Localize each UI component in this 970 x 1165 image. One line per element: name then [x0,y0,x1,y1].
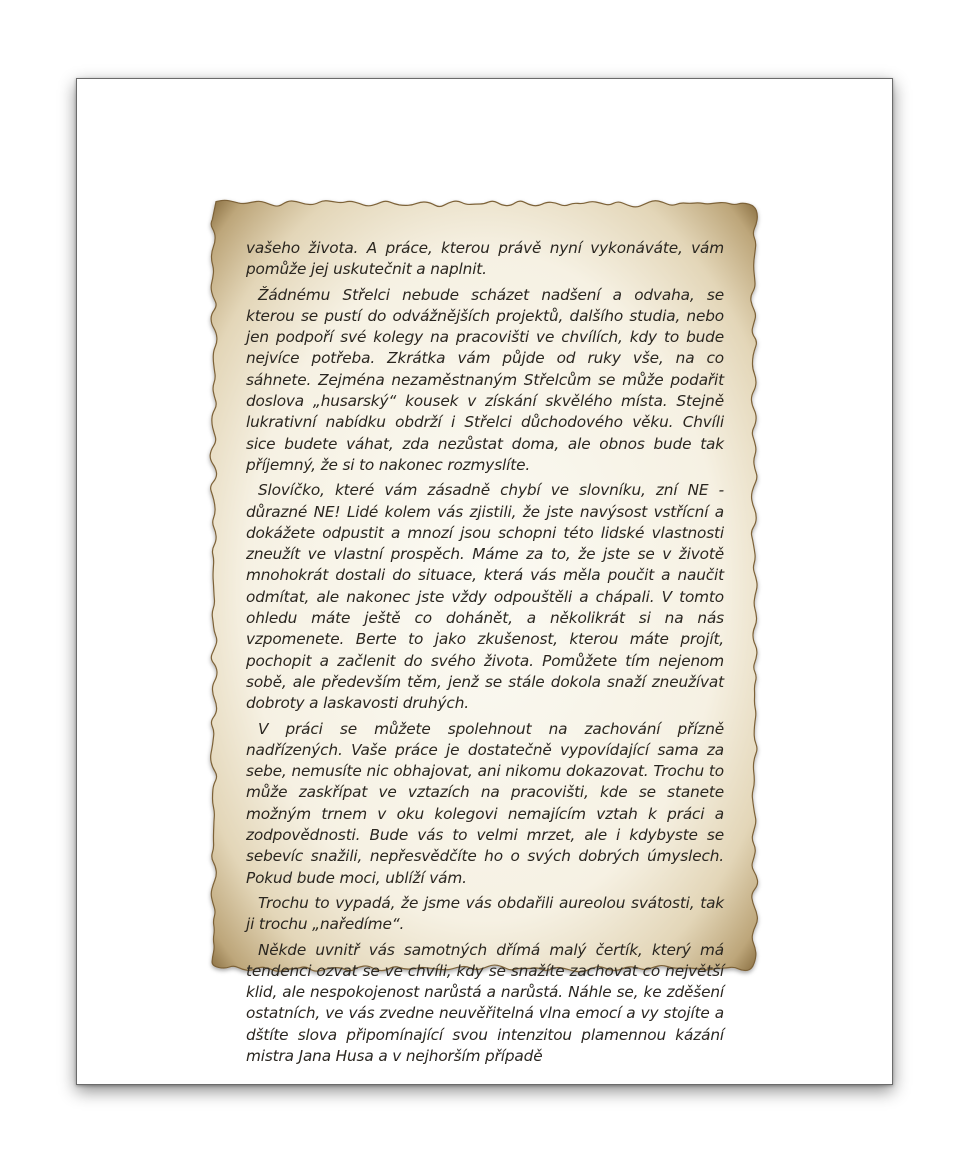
parchment-page [210,200,758,1065]
paragraph: V práci se můžete spolehnout na zachování přízně nadřízených. Vaše práce je dostatečně vypovídající sama za sebe, nemusíte nic obhajovat, ani nikomu dokazovat. Trochu to může zaskřípat ve vztazích na pracovišti, kde se stanete možným trnem v oku kolegovi nemajícím vztah k práci a zodpovědnosti. Bude vás to velmi mrzet, ale i kdybyste se sebevíc snažili, nepřesvědčíte ho o svých dobrých úmyslech. Pokud bude moci, ublíží vám. [246,719,724,887]
paragraph: Někde uvnitř vás samotných dřímá malý čertík, který má tendenci ozvat se ve chvíli, kdy se snažíte zachovat co největší klid, ale nespokojenost narůstá a narůstá. Náhle se, ke zděšení ostatních, ve vás zvedne neuvěřitelná vlna emocí a vy stojíte a dštíte slova připomínající svou intenzitou plamennou kázání mistra Jana Husa a v nejhorším případě [246,940,724,1065]
paragraph: vašeho života. A práce, kterou právě nyní vykonáváte, vám pomůže jej uskutečnit a naplnit. [246,239,724,279]
body-text [246,238,724,1065]
paragraph: Slovíčko, které vám zásadně chybí ve slovníku, zní NE - důrazné NE! Lidé kolem vás zjistili, že jste navýsost vstřícní a dokážete odpustit a mnozí jsou schopni této lidské vlastnosti zneužít ve vlastní prospěch. Máme za to, že jste se v životě mnohokrát dostali do situace, která vás měla poučit a naučit odmítat, ale nakonec jste vždy odpouštěli a chápali. V tomto ohledu máte ještě co dohánět, a několikrát si na nás vzpomenete. Berte to jako zkušenost, kterou máte projít, pochopit a začlenit do svého života. Pomůžete tím nejenom sobě, ale především těm, jenž se stále dokola snaží zneužívat dobroty a laskavosti druhých. [246,481,724,713]
paragraph: Žádnému Střelci nebude scházet nadšení a odvaha, se kterou se pustí do odvážnějších projektů, dalšího studia, nebo jen podpoří své kolegy na pracovišti ve chvílích, kdy to bude nejvíce potřeba. Zkrátka vám půjde od ruky vše, na co sáhnete. Zejména nezaměstnaným Střelcům se může podařit doslova „husarský“ kousek v získání skvělého místa. Stejně lukrativní nabídku obdrží i Střelci důchodového věku. Chvíli sice budete váhat, zda nezůstat doma, ale obnos bude tak příjemný, že si to nakonec rozmyslíte. [246,285,724,474]
paragraph: Trochu to vypadá, že jsme vás obdařili aureolou svátosti, tak ji trochu „naředíme“. [246,893,724,934]
